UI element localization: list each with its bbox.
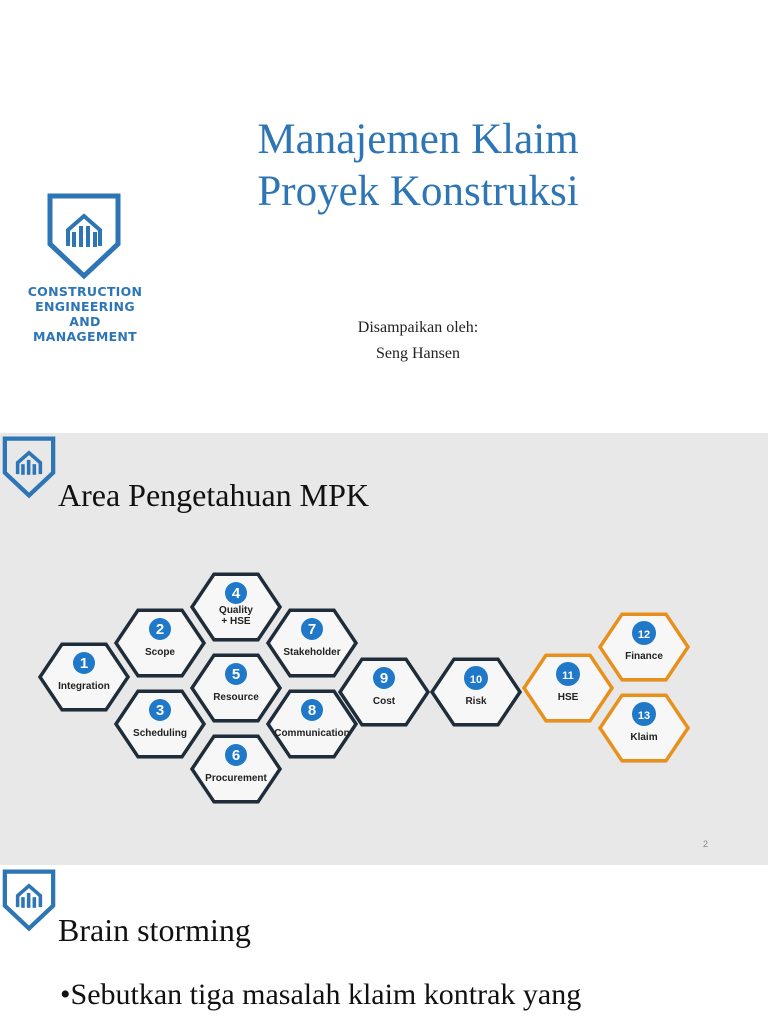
area-label: Stakeholder [283, 647, 341, 658]
knowledge-area-11 [524, 655, 612, 723]
page-number: 2 [702, 839, 708, 849]
logo-text-line3: AND [69, 314, 101, 329]
area-label: HSE [557, 692, 579, 703]
area-label: Cost [372, 696, 396, 707]
knowledge-area-diagram [0, 433, 768, 865]
slide-heading: Brain storming [58, 912, 251, 948]
knowledge-area-10 [432, 659, 520, 727]
area-number: 8 [307, 702, 317, 719]
area-label: Scope [144, 647, 176, 658]
logo-text-line4: MANAGEMENT [32, 329, 137, 344]
area-number: 6 [231, 747, 241, 764]
bullet-item: •Sebutkan tiga masalah klaim kontrak yang [60, 978, 582, 1011]
area-number: 12 [637, 629, 651, 641]
knowledge-area-3 [116, 691, 204, 759]
area-label: Quality [219, 605, 253, 616]
area-number: 7 [307, 621, 317, 638]
area-number: 5 [231, 666, 241, 683]
area-label: Communication [274, 728, 350, 739]
presenter-name: Seng Hansen [376, 345, 460, 362]
logo-text-line1: CONSTRUCTION [27, 284, 143, 299]
area-number: 4 [231, 585, 241, 602]
cem-shield-logo-icon [46, 192, 122, 280]
area-label: Integration [58, 681, 110, 692]
area-label: Finance [625, 651, 663, 662]
knowledge-area-7 [268, 610, 356, 678]
knowledge-area-8 [268, 691, 356, 759]
area-number: 2 [155, 621, 165, 638]
slide-heading: Area Pengetahuan MPK [58, 477, 370, 513]
presenter-label: Disampaikan oleh: [357, 319, 479, 336]
area-label: Risk [465, 696, 487, 707]
bullet-text: Sebutkan tiga masalah klaim kontrak yang [70, 978, 582, 1011]
title-line-2: Proyek Konstruksi [257, 168, 579, 215]
area-number: 3 [155, 702, 165, 719]
knowledge-area-5 [192, 655, 280, 723]
area-label: Scheduling [133, 728, 187, 739]
title-line-1: Manajemen Klaim [257, 116, 579, 163]
area-label: Resource [213, 692, 259, 703]
area-number: 13 [637, 710, 651, 722]
area-number: 1 [79, 655, 89, 672]
knowledge-area-13 [600, 695, 688, 763]
knowledge-area-slide [0, 433, 768, 865]
area-number: 9 [379, 670, 389, 687]
logo-text-line2: ENGINEERING [35, 299, 135, 314]
area-label-line2: + HSE [221, 616, 251, 627]
knowledge-area-4 [192, 574, 280, 642]
area-number: 11 [562, 670, 574, 682]
knowledge-area-1 [40, 644, 128, 712]
shield-logo-icon [2, 868, 56, 932]
knowledge-area-9 [340, 659, 428, 727]
knowledge-area-12 [600, 614, 688, 682]
knowledge-area-6 [192, 736, 280, 804]
area-number: 10 [469, 674, 483, 686]
area-label: Klaim [630, 732, 658, 743]
brainstorming-slide [0, 866, 768, 1024]
title-slide [0, 0, 768, 432]
area-label: Procurement [205, 773, 267, 784]
knowledge-area-2 [116, 610, 204, 678]
